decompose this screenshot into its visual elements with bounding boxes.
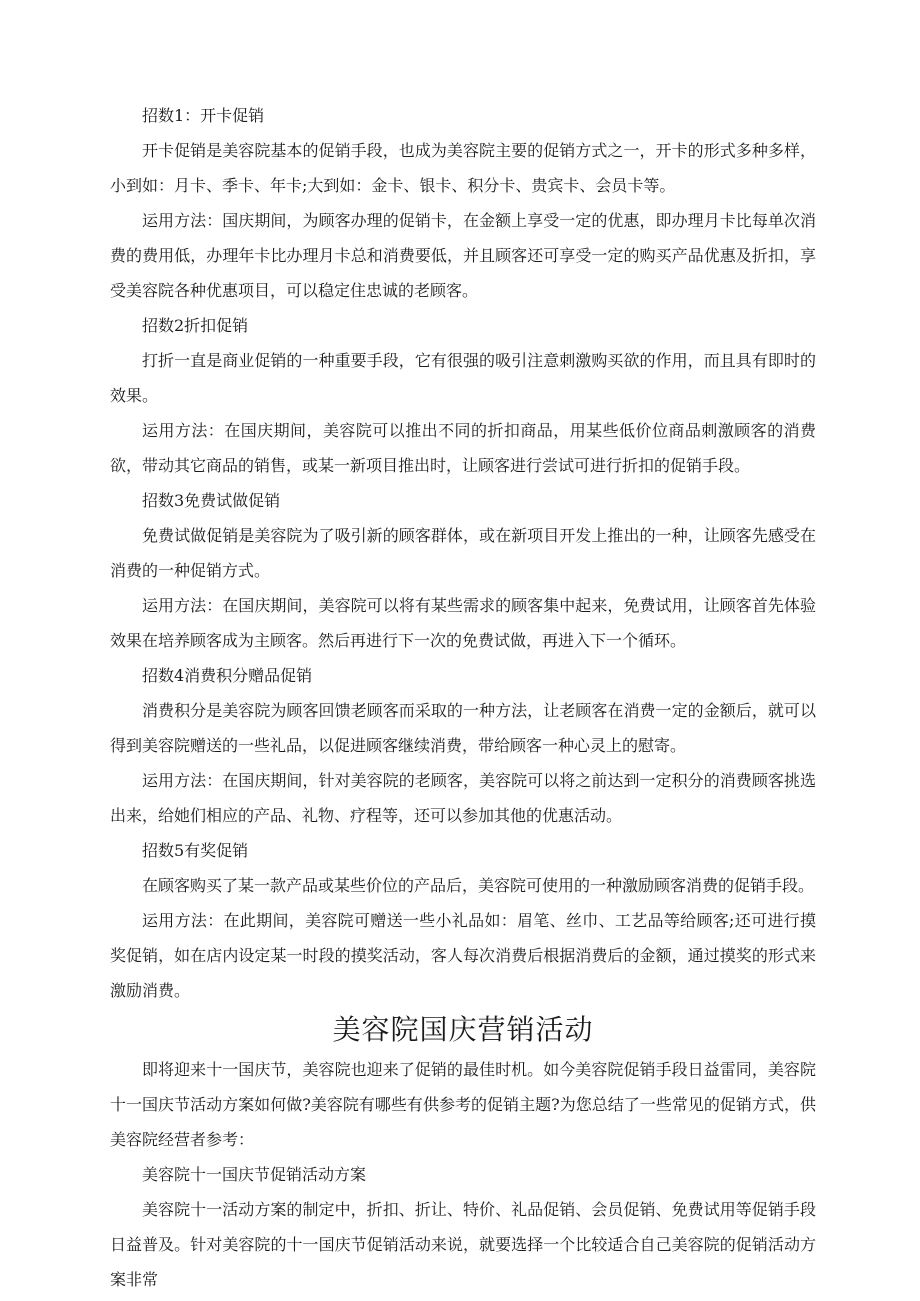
section-intro-5: 在顾客购买了某一款产品或某些价位的产品后，美容院可使用的一种激励顾客消费的促销手段。 [142,876,815,895]
section-intro-3: 免费试做促销是美容院为了吸引新的顾客群体，或在新项目开发上推出的一种，让顾客先感受在消费的一种促销方式。 [110,526,816,580]
section-method-5: 运用方法：在此期间，美容院可赠送一些小礼品如：眉笔、丝巾、工艺品等给顾客;还可进行摸奖促销，如在店内设定某一时段的摸奖活动，客人每次消费后根据消费后的金额，通过摸奖的形式来激励消费。 [110,911,816,1000]
article-body: 美容院十一活动方案的制定中，折扣、折让、特价、礼品促销、会员促销、免费试用等促销手段日益普及。针对美容院的十一国庆节促销活动来说，就要选择一个比较适合自己美容院的促销活动方案非常 [110,1200,816,1289]
section-heading-1: 招数1：开卡促销 [142,106,265,125]
section-heading-4: 招数4消费积分赠品促销 [142,666,313,685]
section-heading-5: 招数5有奖促销 [142,841,249,860]
section-method-1: 运用方法：国庆期间，为顾客办理的促销卡，在金额上享受一定的优惠，即办理月卡比每单次消费的费用低，办理年卡比办理月卡总和消费要低，并且顾客还可享受一定的购买产品优惠及折扣，享受美容院各种优惠项目，可以稳定住忠诚的老顾客。 [110,211,816,300]
section-method-4: 运用方法：在国庆期间，针对美容院的老顾客，美容院可以将之前达到一定积分的消费顾客挑选出来，给她们相应的产品、礼物、疗程等，还可以参加其他的优惠活动。 [110,771,816,825]
article-title: 美容院国庆营销活动 [332,1013,594,1046]
section-intro-1: 开卡促销是美容院基本的促销手段，也成为美容院主要的促销方式之一，开卡的形式多种多样，小到如：月卡、季卡、年卡;大到如：金卡、银卡、积分卡、贵宾卡、会员卡等。 [110,141,816,195]
section-method-2: 运用方法：在国庆期间，美容院可以推出不同的折扣商品，用某些低价位商品刺激顾客的消费欲，带动其它商品的销售，或某一新项目推出时，让顾客进行尝试可进行折扣的促销手段。 [110,421,816,475]
document-page [110,98,816,1297]
section-heading-3: 招数3免费试做促销 [142,491,281,510]
section-heading-2: 招数2折扣促销 [142,316,249,335]
article-subheading: 美容院十一国庆节促销活动方案 [142,1165,367,1184]
article-intro: 即将迎来十一国庆节，美容院也迎来了促销的最佳时机。如今美容院促销手段日益雷同，美容院十一国庆节活动方案如何做?美容院有哪些有供参考的促销主题?为您总结了一些常见的促销方式，供美容院经营者参考： [110,1060,816,1149]
section-intro-4: 消费积分是美容院为顾客回馈老顾客而采取的一种方法，让老顾客在消费一定的金额后，就可以得到美容院赠送的一些礼品，以促进顾客继续消费，带给顾客一种心灵上的慰寄。 [110,701,816,755]
section-intro-2: 打折一直是商业促销的一种重要手段，它有很强的吸引注意刺激购买欲的作用，而且具有即时的效果。 [110,351,816,405]
section-method-3: 运用方法：在国庆期间，美容院可以将有某些需求的顾客集中起来，免费试用，让顾客首先体验效果在培养顾客成为主顾客。然后再进行下一次的免费试做，再进入下一个循环。 [110,596,816,650]
